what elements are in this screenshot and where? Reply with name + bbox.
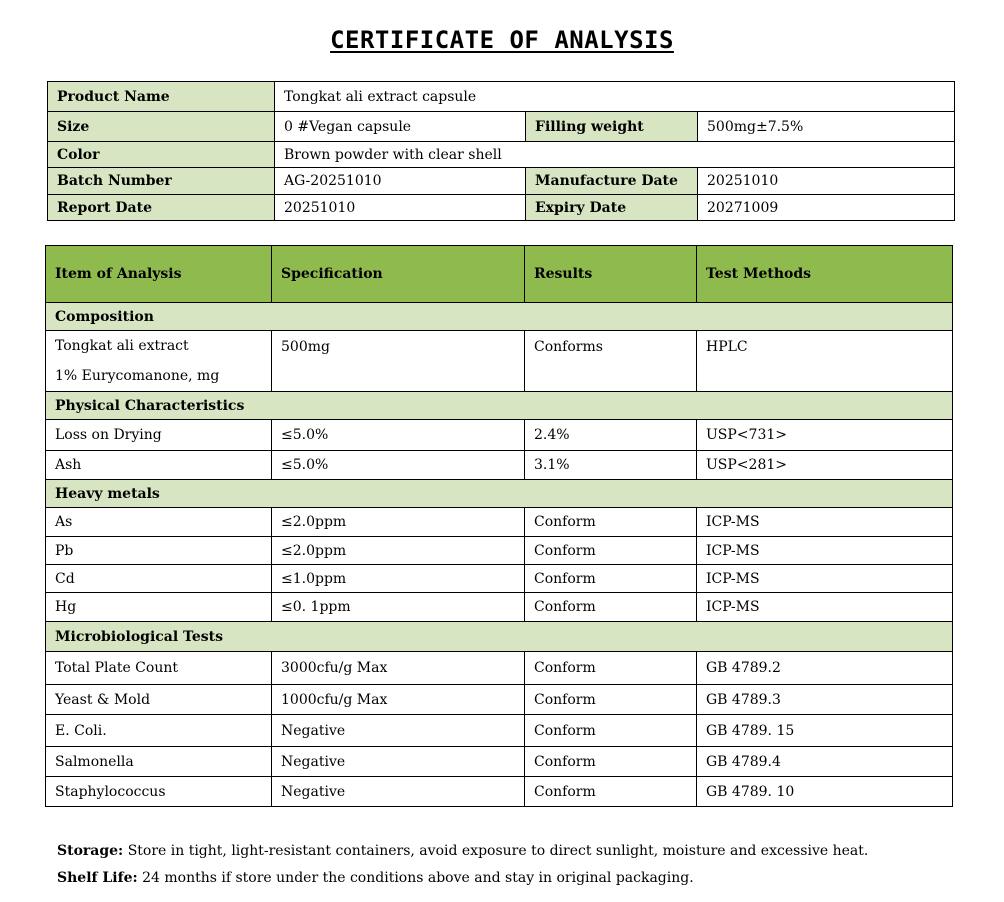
- method-cell: ICP-MS: [697, 593, 953, 622]
- header-item: Item of Analysis: [46, 246, 272, 303]
- storage-label: Storage:: [57, 843, 124, 859]
- storage-note: [57, 843, 868, 859]
- result-cell: Conform: [525, 715, 697, 747]
- report-date-label: Report Date: [48, 195, 275, 221]
- result-cell: 3.1%: [525, 451, 697, 480]
- item-cell: [46, 331, 272, 392]
- method-cell: USP<731>: [697, 420, 953, 451]
- document-title: CERTIFICATE OF ANALYSIS: [330, 26, 674, 54]
- result-cell: Conform: [525, 685, 697, 715]
- storage-text: Store in tight, light-resistant containers, avoid exposure to direct sunlight, moisture and excessive heat.: [127, 843, 869, 859]
- section-physical: [46, 392, 953, 420]
- color-value: Brown powder with clear shell: [275, 142, 955, 168]
- report-date-value: 20251010: [275, 195, 526, 221]
- shelf-life-note: [57, 870, 694, 886]
- method-cell: GB 4789. 10: [697, 777, 953, 807]
- expiry-date-label: Expiry Date: [526, 195, 698, 221]
- item-cell: Yeast & Mold: [46, 685, 272, 715]
- size-value: 0 #Vegan capsule: [275, 112, 526, 142]
- analysis-header-row: [46, 246, 953, 303]
- analysis-table: [45, 245, 953, 807]
- table-row: [46, 715, 953, 747]
- spec-cell: ≤0. 1ppm: [272, 593, 525, 622]
- color-label: Color: [48, 142, 275, 168]
- method-cell: ICP-MS: [697, 565, 953, 593]
- item-cell: As: [46, 508, 272, 537]
- result-cell: Conform: [525, 652, 697, 685]
- section-label: Composition: [46, 303, 953, 331]
- product-info-table: [47, 81, 955, 221]
- item-cell: E. Coli.: [46, 715, 272, 747]
- batch-number-value: AG-20251010: [275, 168, 526, 195]
- result-cell: Conforms: [525, 331, 697, 392]
- table-row: [46, 747, 953, 777]
- spec-cell: Negative: [272, 747, 525, 777]
- table-row: [46, 508, 953, 537]
- method-cell: HPLC: [697, 331, 953, 392]
- info-row-size: [48, 112, 955, 142]
- section-heavy-metals: [46, 480, 953, 508]
- table-row: [46, 537, 953, 565]
- info-row-batch: [48, 168, 955, 195]
- section-label: Microbiological Tests: [46, 622, 953, 652]
- filling-weight-label: Filling weight: [526, 112, 698, 142]
- section-microbiological: [46, 622, 953, 652]
- item-cell: Staphylococcus: [46, 777, 272, 807]
- method-cell: GB 4789.2: [697, 652, 953, 685]
- header-test-methods: Test Methods: [697, 246, 953, 303]
- item-cell: Ash: [46, 451, 272, 480]
- table-row: [46, 331, 953, 392]
- info-row-product: [48, 82, 955, 112]
- header-results: Results: [525, 246, 697, 303]
- table-row: [46, 451, 953, 480]
- item-cell: Pb: [46, 537, 272, 565]
- product-name-value: Tongkat ali extract capsule: [275, 82, 955, 112]
- table-row: [46, 565, 953, 593]
- method-cell: GB 4789.4: [697, 747, 953, 777]
- manufacture-date-label: Manufacture Date: [526, 168, 698, 195]
- item-line: 1% Eurycomanone, mg: [55, 368, 220, 384]
- shelf-life-label: Shelf Life:: [57, 870, 138, 886]
- item-cell: Total Plate Count: [46, 652, 272, 685]
- spec-cell: Negative: [272, 777, 525, 807]
- result-cell: Conform: [525, 508, 697, 537]
- header-specification: Specification: [272, 246, 525, 303]
- result-cell: 2.4%: [525, 420, 697, 451]
- result-cell: Conform: [525, 747, 697, 777]
- shelf-life-text: 24 months if store under the conditions above and stay in original packaging.: [142, 870, 694, 886]
- method-cell: ICP-MS: [697, 537, 953, 565]
- item-cell: Loss on Drying: [46, 420, 272, 451]
- method-cell: USP<281>: [697, 451, 953, 480]
- spec-cell: ≤5.0%: [272, 451, 525, 480]
- filling-weight-value: 500mg±7.5%: [698, 112, 955, 142]
- info-row-color: [48, 142, 955, 168]
- spec-cell: 500mg: [272, 331, 525, 392]
- method-cell: GB 4789. 15: [697, 715, 953, 747]
- table-row: [46, 420, 953, 451]
- item-cell: Cd: [46, 565, 272, 593]
- table-row: [46, 777, 953, 807]
- spec-cell: 3000cfu/g Max: [272, 652, 525, 685]
- manufacture-date-value: 20251010: [698, 168, 955, 195]
- item-cell: Hg: [46, 593, 272, 622]
- size-label: Size: [48, 112, 275, 142]
- result-cell: Conform: [525, 537, 697, 565]
- section-composition: [46, 303, 953, 331]
- section-label: Physical Characteristics: [46, 392, 953, 420]
- spec-cell: ≤2.0ppm: [272, 508, 525, 537]
- result-cell: Conform: [525, 565, 697, 593]
- info-row-report: [48, 195, 955, 221]
- table-row: [46, 593, 953, 622]
- spec-cell: ≤1.0ppm: [272, 565, 525, 593]
- spec-cell: 1000cfu/g Max: [272, 685, 525, 715]
- section-label: Heavy metals: [46, 480, 953, 508]
- table-row: [46, 685, 953, 715]
- table-row: [46, 652, 953, 685]
- batch-number-label: Batch Number: [48, 168, 275, 195]
- method-cell: ICP-MS: [697, 508, 953, 537]
- item-cell: Salmonella: [46, 747, 272, 777]
- spec-cell: ≤2.0ppm: [272, 537, 525, 565]
- result-cell: Conform: [525, 593, 697, 622]
- product-name-label: Product Name: [48, 82, 275, 112]
- result-cell: Conform: [525, 777, 697, 807]
- expiry-date-value: 20271009: [698, 195, 955, 221]
- method-cell: GB 4789.3: [697, 685, 953, 715]
- item-line: Tongkat ali extract: [55, 338, 189, 354]
- spec-cell: ≤5.0%: [272, 420, 525, 451]
- spec-cell: Negative: [272, 715, 525, 747]
